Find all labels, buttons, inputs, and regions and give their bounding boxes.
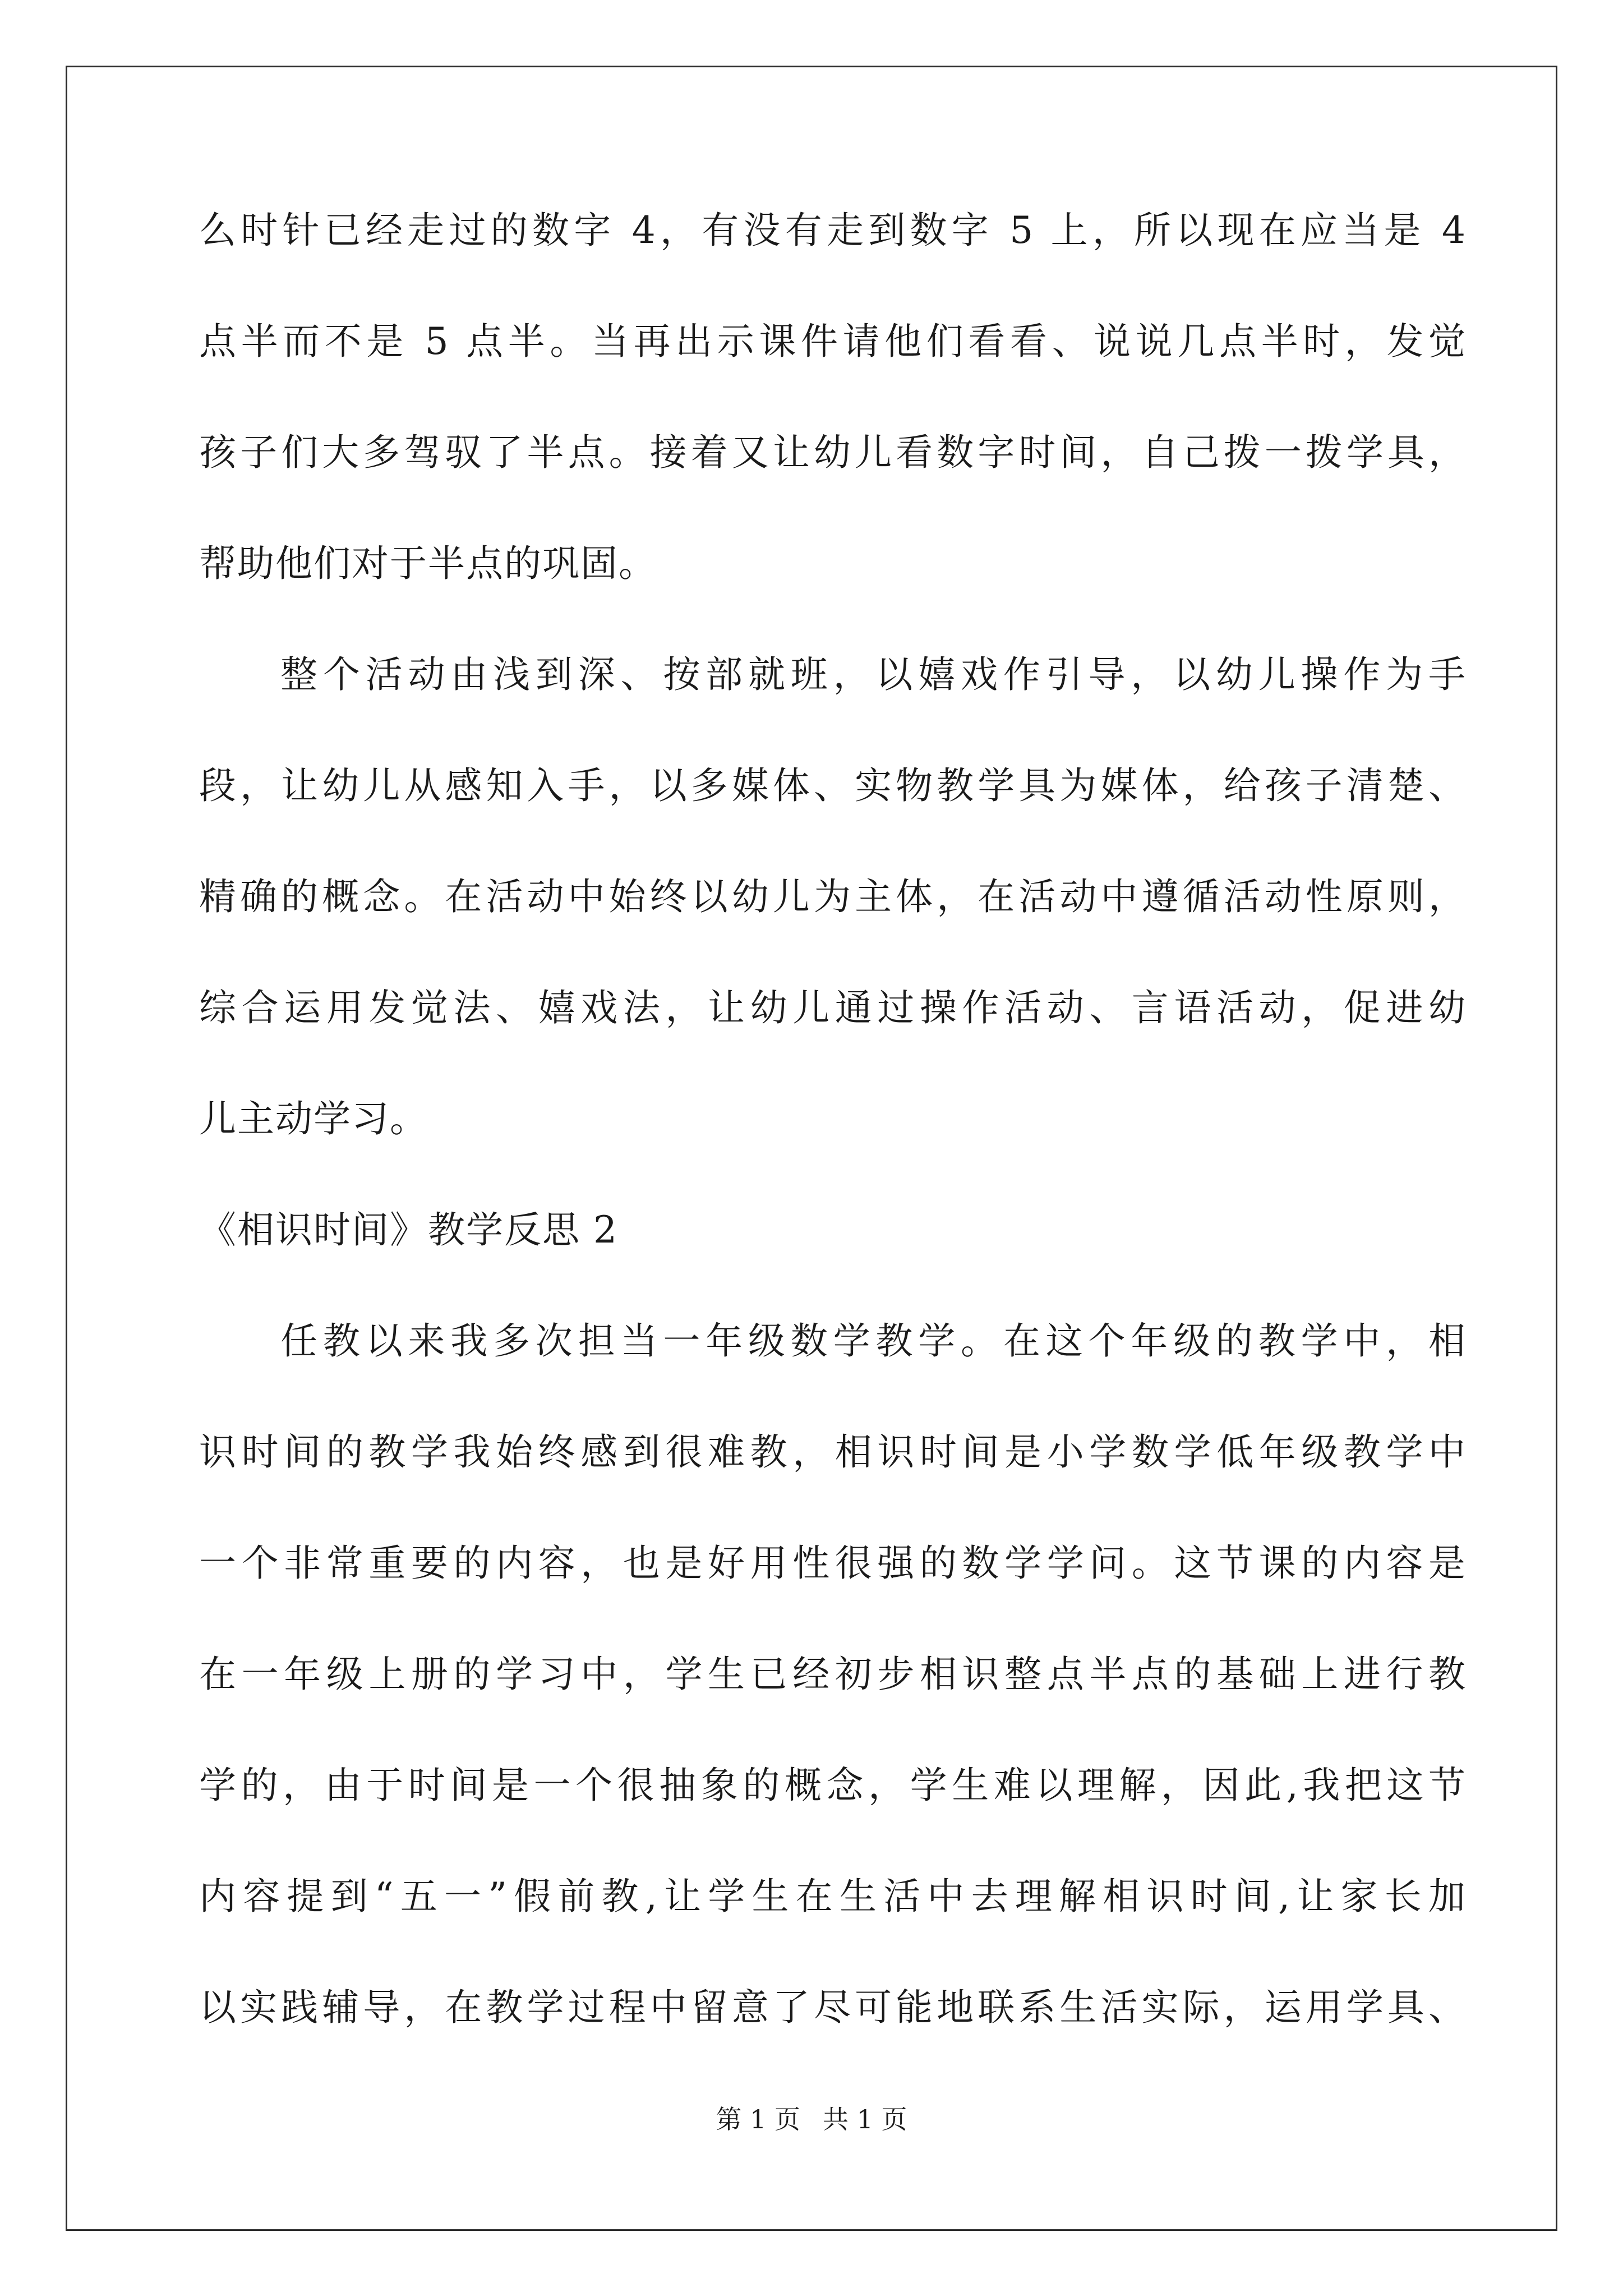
- text-line: 内容提到“五一”假前教,让学生在生活中去理解相识时间,让家长加: [199, 1875, 1467, 1918]
- paragraph-first-line: 整个活动由浅到深、按部就班，以嬉戏作引导，以幼儿操作为手: [280, 653, 1467, 696]
- text-line: 学的，由于时间是一个很抽象的概念，学生难以理解，因此,我把这节: [199, 1764, 1467, 1807]
- page-count: 共 1 页: [823, 2104, 907, 2134]
- paragraph-first-line: 任教以来我多次担当一年级数学教学。在这个年级的教学中，相: [280, 1319, 1467, 1363]
- text-line: 精确的概念。在活动中始终以幼儿为主体，在活动中遵循活动性原则，: [199, 875, 1467, 918]
- section-title: 《相识时间》教学反思 2: [199, 1208, 618, 1251]
- text-line: 段，让幼儿从感知入手，以多媒体、实物教学具为媒体，给孩子清楚、: [199, 764, 1467, 807]
- text-line: 一个非常重要的内容，也是好用性很强的数学学问。这节课的内容是: [199, 1542, 1467, 1585]
- page-number: 第 1 页: [716, 2104, 800, 2134]
- text-line: 在一年级上册的学习中，学生已经初步相识整点半点的基础上进行教: [199, 1653, 1467, 1696]
- text-line: 以实践辅导，在教学过程中留意了尽可能地联系生活实际，运用学具、: [199, 1986, 1467, 2029]
- text-line: 儿主动学习。: [199, 1097, 428, 1140]
- text-line: 孩子们大多驾驭了半点。接着又让幼儿看数字时间，自己拨一拨学具，: [199, 431, 1467, 474]
- text-line: 综合运用发觉法、嬉戏法，让幼儿通过操作活动、言语活动，促进幼: [199, 986, 1467, 1029]
- text-line: 识时间的教学我始终感到很难教，相识时间是小学数学低年级教学中: [199, 1430, 1467, 1474]
- text-line: 帮助他们对于半点的巩固。: [199, 542, 657, 585]
- text-line: 点半而不是 5 点半。当再出示课件请他们看看、说说几点半时，发觉: [199, 320, 1467, 363]
- text-line: 么时针已经走过的数字 4，有没有走到数字 5 上，所以现在应当是 4: [199, 209, 1467, 252]
- page-footer: [0, 2106, 1623, 2132]
